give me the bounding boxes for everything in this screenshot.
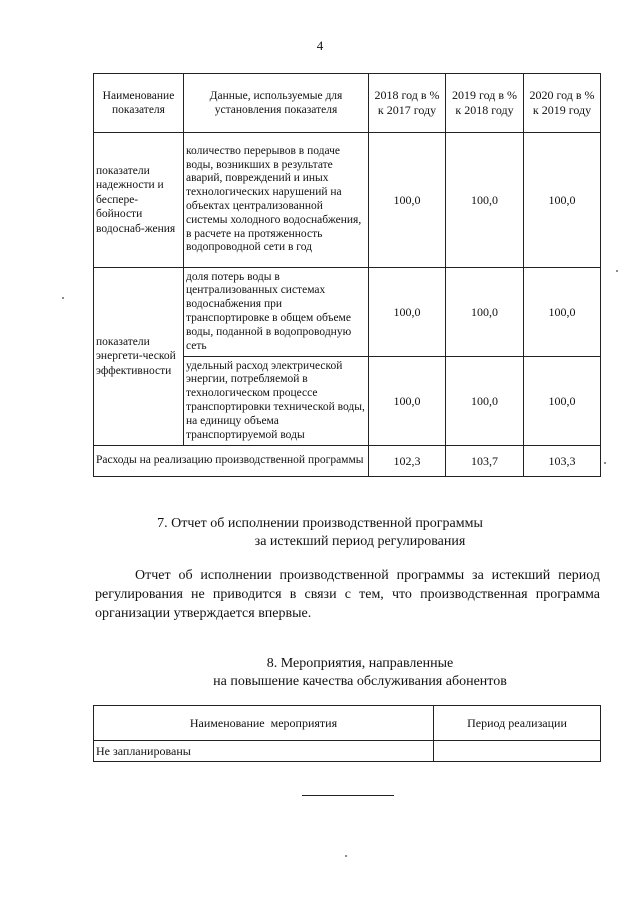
events-table-header-row — [94, 706, 601, 741]
expenses-2018: 102,3 — [369, 446, 446, 477]
value-2019: 100,0 — [446, 357, 524, 446]
data-description: количество перерывов в подаче воды, возникших в результате аварий, повреждений и иных технологических нарушений на объектах централизованной системы холодного водоснабжения, в расчете на протяженность водопроводной сети в год — [184, 133, 369, 268]
table-row — [94, 133, 601, 268]
value-2020: 100,0 — [524, 133, 601, 268]
scan-speck — [616, 270, 618, 272]
indicator-reliability: показатели надежности и беспере-бойности водоснаб-жения — [94, 133, 184, 268]
scan-speck — [62, 297, 64, 299]
section7-heading-line1: 7. Отчет об исполнении производственной программы — [157, 516, 483, 531]
value-2018: 100,0 — [369, 268, 446, 357]
scan-speck — [345, 855, 347, 857]
section8-heading-line1: 8. Мероприятия, направленные — [266, 656, 454, 671]
header-2020: 2020 год в % к 2019 году — [524, 74, 601, 133]
event-name: Не запланированы — [94, 741, 434, 762]
event-period — [434, 741, 601, 762]
indicators-table-header-row — [94, 74, 601, 133]
section7-heading-line2: за истекший период регулирования — [254, 534, 466, 549]
data-description: удельный расход электрической энергии, потребляемой в технологическом процессе транспортировки технической воды, на единицу объема транспортируемой воды — [184, 357, 369, 446]
expenses-row — [94, 446, 601, 477]
table-row — [94, 268, 601, 357]
header-period: Период реализации — [434, 706, 601, 741]
value-2018: 100,0 — [369, 357, 446, 446]
events-table — [93, 705, 601, 762]
value-2020: 100,0 — [524, 357, 601, 446]
header-event-name: Наименование мероприятия — [94, 706, 434, 741]
footer-divider — [302, 795, 394, 796]
value-2019: 100,0 — [446, 268, 524, 357]
indicator-energy-efficiency: показатели энергети-ческой эффективности — [94, 268, 184, 446]
header-2018: 2018 год в % к 2017 году — [369, 74, 446, 133]
value-2020: 100,0 — [524, 268, 601, 357]
header-data-used: Данные, используемые для установления показателя — [184, 74, 369, 133]
scan-speck — [604, 462, 606, 464]
header-indicator-name: Наименование показателя — [94, 74, 184, 133]
section7-paragraph: Отчет об исполнении производственной программы за истекший период регулирования не приводится в связи с тем, что производственная программа организации утверждается впервые. — [95, 568, 600, 621]
table-row — [94, 741, 601, 762]
expenses-2019: 103,7 — [446, 446, 524, 477]
indicators-table — [93, 73, 601, 477]
value-2018: 100,0 — [369, 133, 446, 268]
header-2019: 2019 год в % к 2018 году — [446, 74, 524, 133]
section8-heading-line2: на повышение качества обслуживания абонентов — [213, 674, 507, 689]
expenses-2020: 103,3 — [524, 446, 601, 477]
page-number: 4 — [316, 38, 324, 53]
value-2019: 100,0 — [446, 133, 524, 268]
data-description: доля потерь воды в централизованных системах водоснабжения при транспортировке в общем объеме воды, поданной в водопроводную сеть — [184, 268, 369, 357]
expenses-label: Расходы на реализацию производственной программы — [94, 446, 369, 477]
